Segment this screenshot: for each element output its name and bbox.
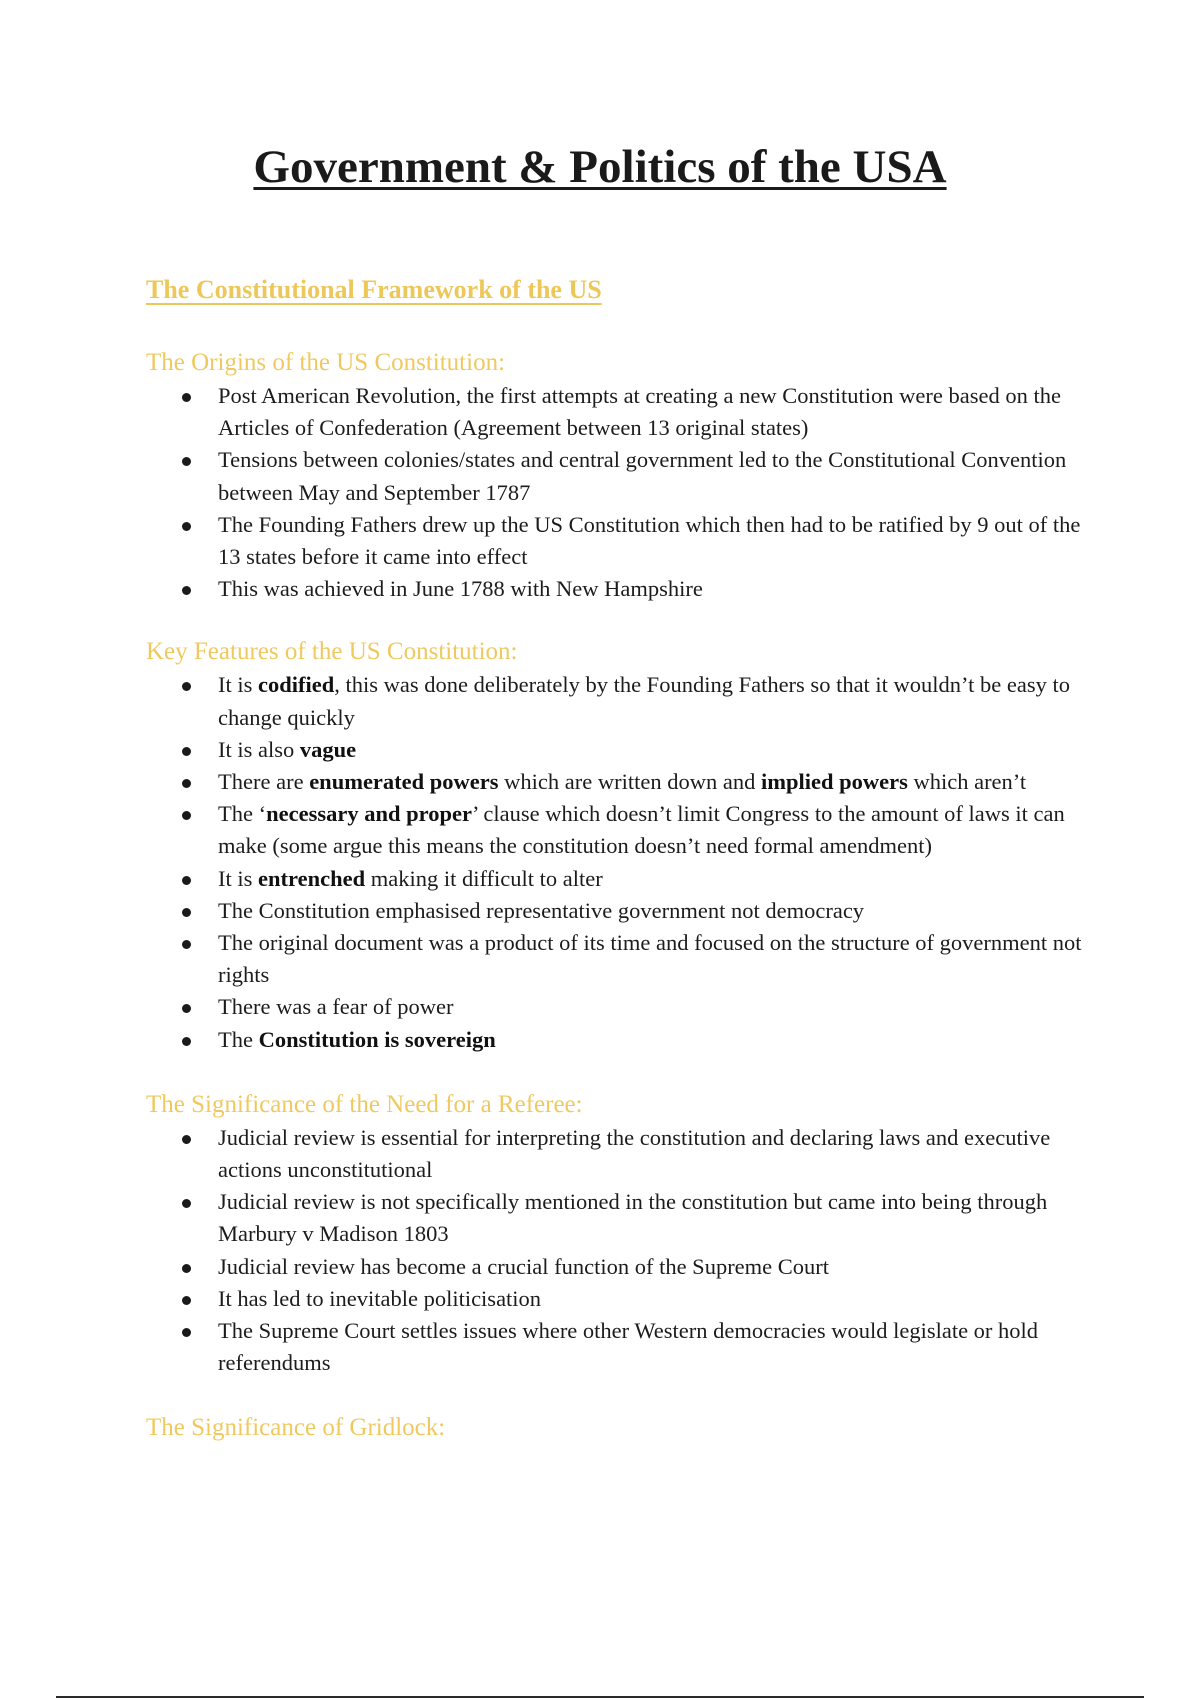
bullet-item [146,1186,1106,1250]
subsection-key-features [146,635,1106,1055]
bullet-dot-icon [182,1328,191,1337]
bullet-text: ’ clause which doesn’t limit Congress to the amount of laws it can make (some argue this means the constitution doesn’t need formal amendment) [218,801,1065,859]
bullet-dot-icon [182,747,191,756]
bold-term: entrenched [258,865,366,891]
bullet-dot-icon [182,811,191,820]
bullet-dot-icon [182,586,191,595]
bullet-text: The ‘ [218,801,267,827]
bullet-text: It is [218,865,259,891]
bullet-text: It is also [218,736,300,762]
bullet-text: Judicial review is not specifically mentioned in the constitution but came into being through Marbury v Madison 1803 [218,1189,1048,1247]
bullet-item [146,927,1106,991]
bullet-text: It has led to inevitable politicisation [218,1285,542,1311]
footer-divider [56,1696,1144,1698]
bullet-item [146,991,1106,1023]
bullet-item [146,1024,1106,1056]
subsection-heading: The Origins of the US Constitution: [146,349,506,376]
document-title: Government & Politics of the USA [253,141,947,193]
bullet-dot-icon [182,1199,191,1208]
subsection-heading: The Significance of the Need for a Referee: [146,1090,583,1118]
bullet-item [146,798,1106,862]
bullet-item [146,573,1106,605]
bullet-dot-icon [182,908,191,917]
bullet-item [146,863,1106,895]
bullet-text: which aren’t [907,769,1027,795]
bold-term: enumerated powers [309,769,499,795]
bullet-dot-icon [182,1264,191,1273]
bold-term: necessary and proper [266,801,472,827]
bullet-item [146,766,1106,798]
subsection-origins [146,346,1106,605]
bullet-dot-icon [182,522,191,531]
bullet-text: This was achieved in June 1788 with New Hampshire [218,576,703,602]
bullet-text: Judicial review has become a crucial function of the Supreme Court [218,1253,830,1279]
bullet-item [146,444,1106,508]
bullet-item [146,380,1106,444]
bullet-text: , this was done deliberately by the Founding Fathers so that it wouldn’t be easy to change quickly [218,672,1070,730]
bullet-text: The Constitution emphasised representative government not democracy [218,897,865,923]
bullet-text: which are written down and [498,769,761,795]
bullet-dot-icon [182,682,191,691]
bullet-item [146,1315,1106,1379]
bullet-dot-icon [182,1037,191,1046]
bullet-text: There are [218,769,310,795]
bold-term: implied powers [760,769,908,795]
section-heading: The Constitutional Framework of the US [146,275,602,304]
bullet-list [146,1122,1106,1380]
bullet-text: The original document was a product of its time and focused on the structure of government not rights [218,930,1082,988]
bullet-text: Tensions between colonies/states and central government led to the Constitutional Convention between May and September 1787 [218,447,1067,505]
bullet-item [146,1251,1106,1283]
bullet-item [146,734,1106,766]
bullet-text: Post American Revolution, the first attempts at creating a new Constitution were based on the Articles of Confederation (Agreement between 13 original states) [218,383,1061,441]
document-body [146,272,1106,1445]
bullet-dot-icon [182,1296,191,1305]
bullet-item [146,669,1106,733]
bullet-dot-icon [182,940,191,949]
bullet-list [146,380,1106,605]
bullet-text: The Founding Fathers drew up the US Constitution which then had to be ratified by 9 out of the 13 states before it came into effect [218,511,1081,570]
bullet-text: The [218,1026,259,1052]
bullet-item [146,1122,1106,1186]
bullet-text: making it difficult to alter [365,865,603,891]
bullet-text: The Supreme Court settles issues where other Western democracies would legislate or hold referendums [218,1318,1039,1376]
bullet-dot-icon [182,1004,191,1013]
bullet-dot-icon [182,876,191,885]
bold-term: Constitution is sovereign [258,1026,496,1052]
subsection-referee [146,1088,1106,1380]
bullet-dot-icon [182,457,191,466]
bullet-dot-icon [182,393,191,402]
bullet-text: It is [218,672,259,698]
subsection-gridlock [146,1411,1106,1445]
bullet-text: Judicial review is essential for interpreting the constitution and declaring laws and executive actions unconstitutional [218,1124,1051,1183]
bullet-item [146,1283,1106,1315]
bullet-dot-icon [182,1135,191,1144]
bullet-item [146,509,1106,573]
bullet-item [146,895,1106,927]
bold-term: codified [258,672,335,698]
bold-term: vague [299,736,357,762]
subsection-heading: Key Features of the US Constitution: [146,638,518,666]
bullet-text: There was a fear of power [218,994,454,1020]
bullet-list [146,669,1106,1055]
bullet-dot-icon [182,779,191,788]
subsection-heading: The Significance of Gridlock: [146,1414,446,1442]
